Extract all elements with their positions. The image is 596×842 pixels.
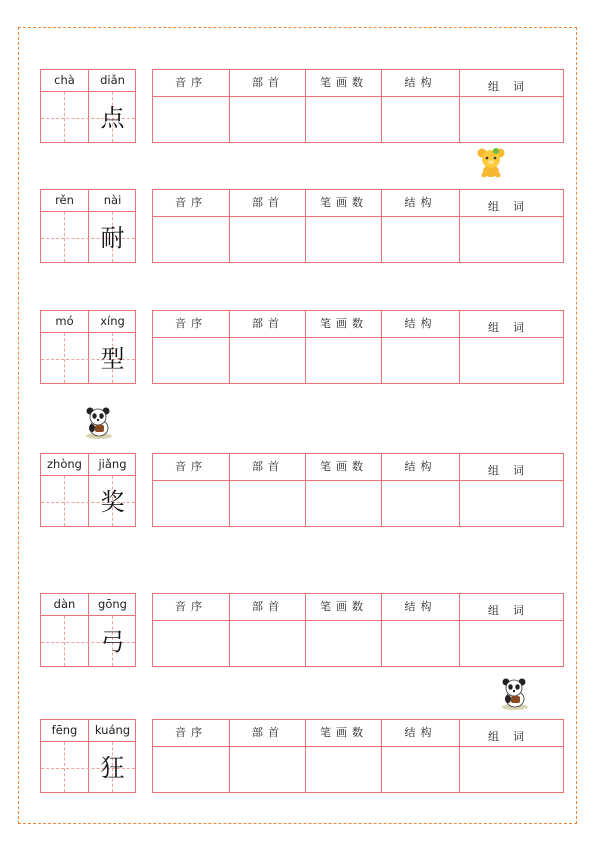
- analysis-table: [152, 719, 564, 793]
- word-row: [0, 69, 596, 149]
- word-row: [0, 719, 596, 799]
- panda-sticker-icon: [500, 677, 530, 711]
- pinyin-right: gōng: [98, 597, 127, 611]
- header-bushou: 部首: [252, 76, 284, 89]
- pinyin-right: nài: [103, 193, 122, 207]
- tianzige-box: [40, 453, 136, 527]
- header-jiegou: 结构: [404, 76, 437, 89]
- header-yinxu: 音序: [175, 317, 207, 330]
- pinyin-right: kuáng: [94, 723, 131, 737]
- word-row: [0, 593, 596, 673]
- pinyin-left: mó: [55, 314, 74, 328]
- header-bihuashu: 笔画数: [320, 76, 368, 89]
- analysis-table: [152, 453, 564, 527]
- pinyin-left: rěn: [55, 193, 74, 207]
- analysis-table: [152, 69, 564, 143]
- pinyin-left: fēng: [51, 723, 78, 737]
- header-zuci: 组词: [488, 200, 538, 213]
- tianzige-box: [40, 69, 136, 143]
- header-bushou: 部首: [252, 460, 284, 473]
- pinyin-right: jiǎng: [98, 457, 127, 471]
- pinyin-left: zhòng: [47, 457, 82, 471]
- header-yinxu: 音序: [175, 726, 207, 739]
- header-bihuashu: 笔画数: [320, 196, 368, 209]
- hanzi-character: 点: [100, 104, 125, 132]
- header-yinxu: 音序: [175, 76, 207, 89]
- header-bushou: 部首: [252, 196, 284, 209]
- header-jiegou: 结构: [404, 317, 437, 330]
- header-zuci: 组词: [488, 321, 538, 334]
- analysis-table: [152, 593, 564, 667]
- header-bushou: 部首: [252, 600, 284, 613]
- tianzige-box: [40, 593, 136, 667]
- bear-sticker-icon: [476, 146, 506, 178]
- header-yinxu: 音序: [175, 196, 207, 209]
- header-zuci: 组词: [488, 604, 538, 617]
- analysis-table: [152, 189, 564, 263]
- hanzi-character: 弓: [100, 628, 125, 656]
- header-jiegou: 结构: [404, 726, 437, 739]
- header-jiegou: 结构: [404, 460, 437, 473]
- pinyin-right: diǎn: [100, 73, 125, 87]
- header-yinxu: 音序: [175, 600, 207, 613]
- header-bushou: 部首: [252, 317, 284, 330]
- hanzi-character: 型: [100, 345, 125, 373]
- pinyin-left: chà: [54, 73, 75, 87]
- header-bihuashu: 笔画数: [320, 600, 368, 613]
- word-row: [0, 453, 596, 533]
- header-zuci: 组词: [488, 464, 538, 477]
- header-yinxu: 音序: [175, 460, 207, 473]
- header-zuci: 组词: [488, 80, 538, 93]
- hanzi-character: 奖: [100, 488, 125, 516]
- header-jiegou: 结构: [404, 600, 437, 613]
- header-jiegou: 结构: [404, 196, 437, 209]
- pinyin-right: xíng: [100, 314, 125, 328]
- panda-sticker-icon: [84, 406, 114, 440]
- hanzi-character: 狂: [100, 754, 125, 782]
- tianzige-box: [40, 310, 136, 384]
- tianzige-box: [40, 719, 136, 793]
- word-row: [0, 189, 596, 269]
- header-bushou: 部首: [252, 726, 284, 739]
- hanzi-character: 耐: [100, 224, 125, 252]
- header-bihuashu: 笔画数: [320, 317, 368, 330]
- analysis-table: [152, 310, 564, 384]
- header-bihuashu: 笔画数: [320, 460, 368, 473]
- pinyin-left: dàn: [53, 597, 76, 611]
- header-zuci: 组词: [488, 730, 538, 743]
- tianzige-box: [40, 189, 136, 263]
- word-row: [0, 310, 596, 390]
- header-bihuashu: 笔画数: [320, 726, 368, 739]
